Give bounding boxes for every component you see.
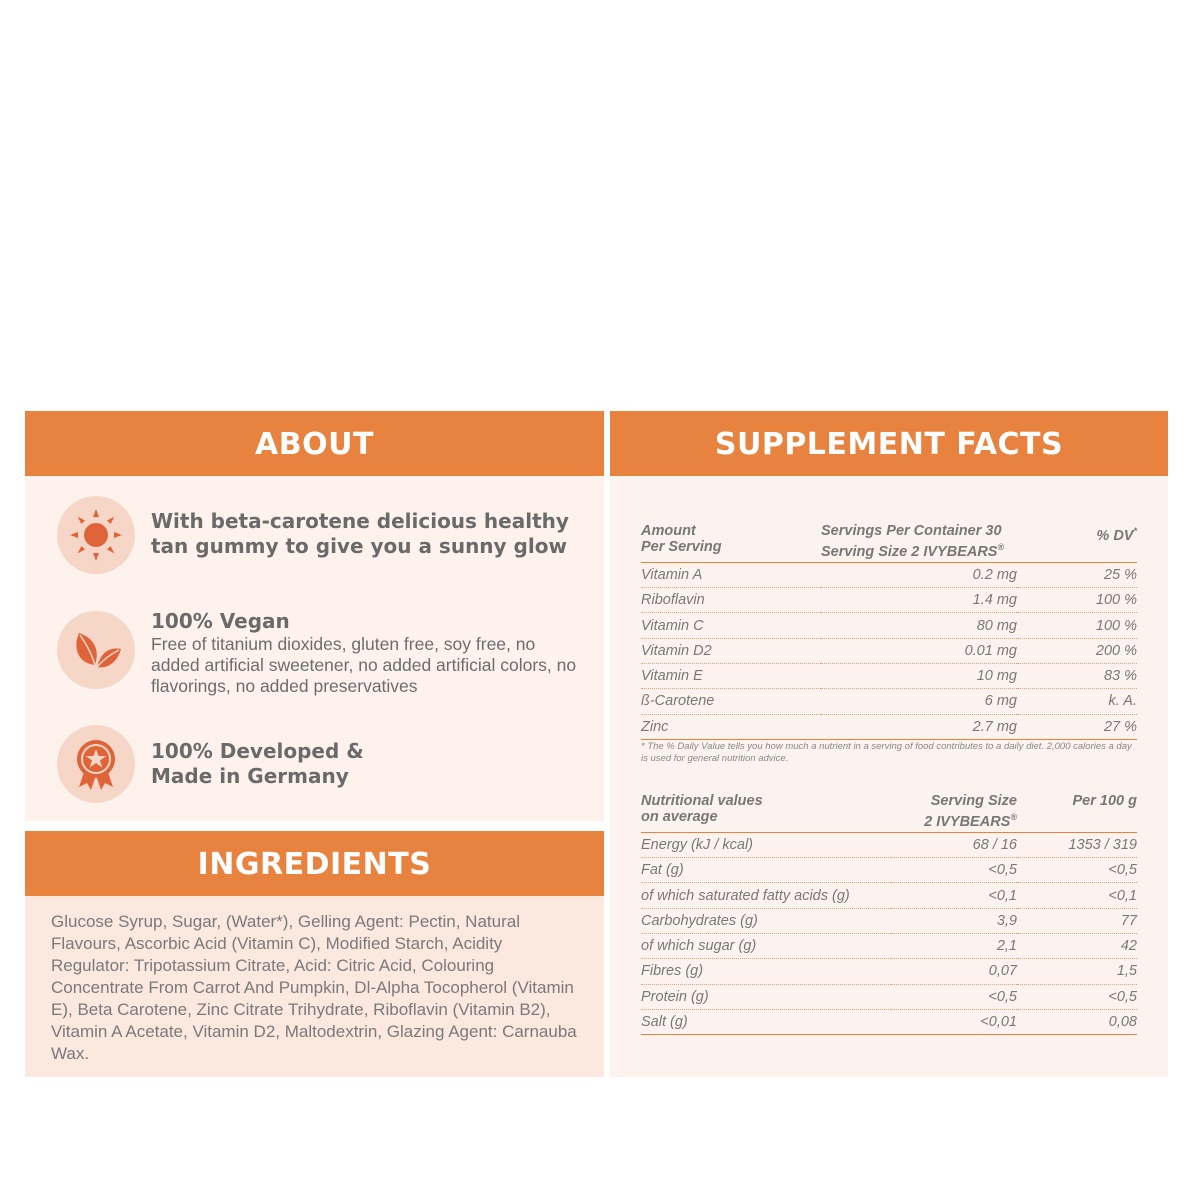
ingredients-panel (25, 831, 604, 1077)
table-row: Fat (g) <0,5 <0,5 (641, 858, 1137, 883)
table-header-row (641, 523, 1137, 562)
award-badge-icon (57, 725, 135, 803)
table-row: ß-Carotene 6 mg k. A. (641, 689, 1137, 714)
column-header-per-100g: Per 100 g (1017, 793, 1137, 832)
feature-sunny-glow (57, 496, 581, 574)
table-row: Carbohydrates (g) 3,9 77 (641, 908, 1137, 933)
table-row: Riboflavin 1.4 mg 100 % (641, 588, 1137, 613)
feature-title: 100% Developed & Made in Germany (151, 739, 364, 788)
supplement-facts-panel (610, 411, 1168, 1077)
leaf-icon (57, 611, 135, 689)
table-row: of which saturated fatty acids (g) <0,1 <0,1 (641, 883, 1137, 908)
feature-title: With beta-carotene delicious healthy tan gummy to give you a sunny glow (151, 509, 569, 558)
ingredients-header: INGREDIENTS (25, 831, 604, 896)
table-row: Vitamin D2 0.01 mg 200 % (641, 638, 1137, 663)
table-row: of which sugar (g) 2,1 42 (641, 934, 1137, 959)
table-row: Vitamin A 0.2 mg 25 % (641, 562, 1137, 587)
feature-vegan (57, 611, 581, 697)
table-row: Vitamin C 80 mg 100 % (641, 613, 1137, 638)
table-row: Protein (g) <0,5 <0,5 (641, 984, 1137, 1009)
ingredients-text: Glucose Syrup, Sugar, (Water*), Gelling Agent: Pectin, Natural Flavours, Ascorbic Acid (Vitamin C), Modified Starch, Acidity Regulator: Tripotassium Citrate, Acid: Citric Acid, Colouring Concentrate From Carrot And Pumpkin, Dl-Alpha Tocopherol (Vitamin E), Beta Carotene, Zinc Citrate Trihydrate, Riboflavin (Vitamin B2), Vitamin A Acetate, Vitamin D2, Maltodextrin, Glazing Agent: Carnauba Wax. (51, 912, 577, 1063)
supplement-facts-header: SUPPLEMENT FACTS (610, 411, 1168, 476)
about-panel (25, 411, 604, 821)
column-header-amount: Amount Per Serving (641, 523, 821, 562)
daily-value-footnote: * The % Daily Value tells you how much a nutrient in a serving of food contributes to a daily diet. 2,000 calories a day is used for general nutrition advice. (641, 741, 1132, 764)
column-header-nutritional-values: Nutritional values on average (641, 793, 891, 832)
column-header-dv: % DV* (1017, 523, 1137, 562)
column-header-servings: Servings Per Container 30 Serving Size 2 IVYBEARS® (821, 523, 1017, 562)
feature-made-in-germany (57, 725, 381, 803)
feature-description: Free of titanium dioxides, gluten free, soy free, no added artificial sweetener, no added artificial colors, no flavorings, no added preservatives (151, 634, 577, 696)
table-row: Salt (g) <0,01 0,08 (641, 1009, 1137, 1034)
table-row: Zinc 2.7 mg 27 % (641, 714, 1137, 739)
table-header-row (641, 793, 1137, 832)
table-row: Vitamin E 10 mg 83 % (641, 664, 1137, 689)
table-row: Fibres (g) 0,07 1,5 (641, 959, 1137, 984)
nutritional-values-table (641, 793, 1137, 1035)
table-row: Energy (kJ / kcal) 68 / 16 1353 / 319 (641, 832, 1137, 857)
supplement-facts-table (641, 523, 1137, 740)
sun-icon (57, 496, 135, 574)
about-header: ABOUT (25, 411, 604, 476)
feature-title: 100% Vegan (151, 609, 290, 633)
column-header-serving-size: Serving Size 2 IVYBEARS® (891, 793, 1017, 832)
